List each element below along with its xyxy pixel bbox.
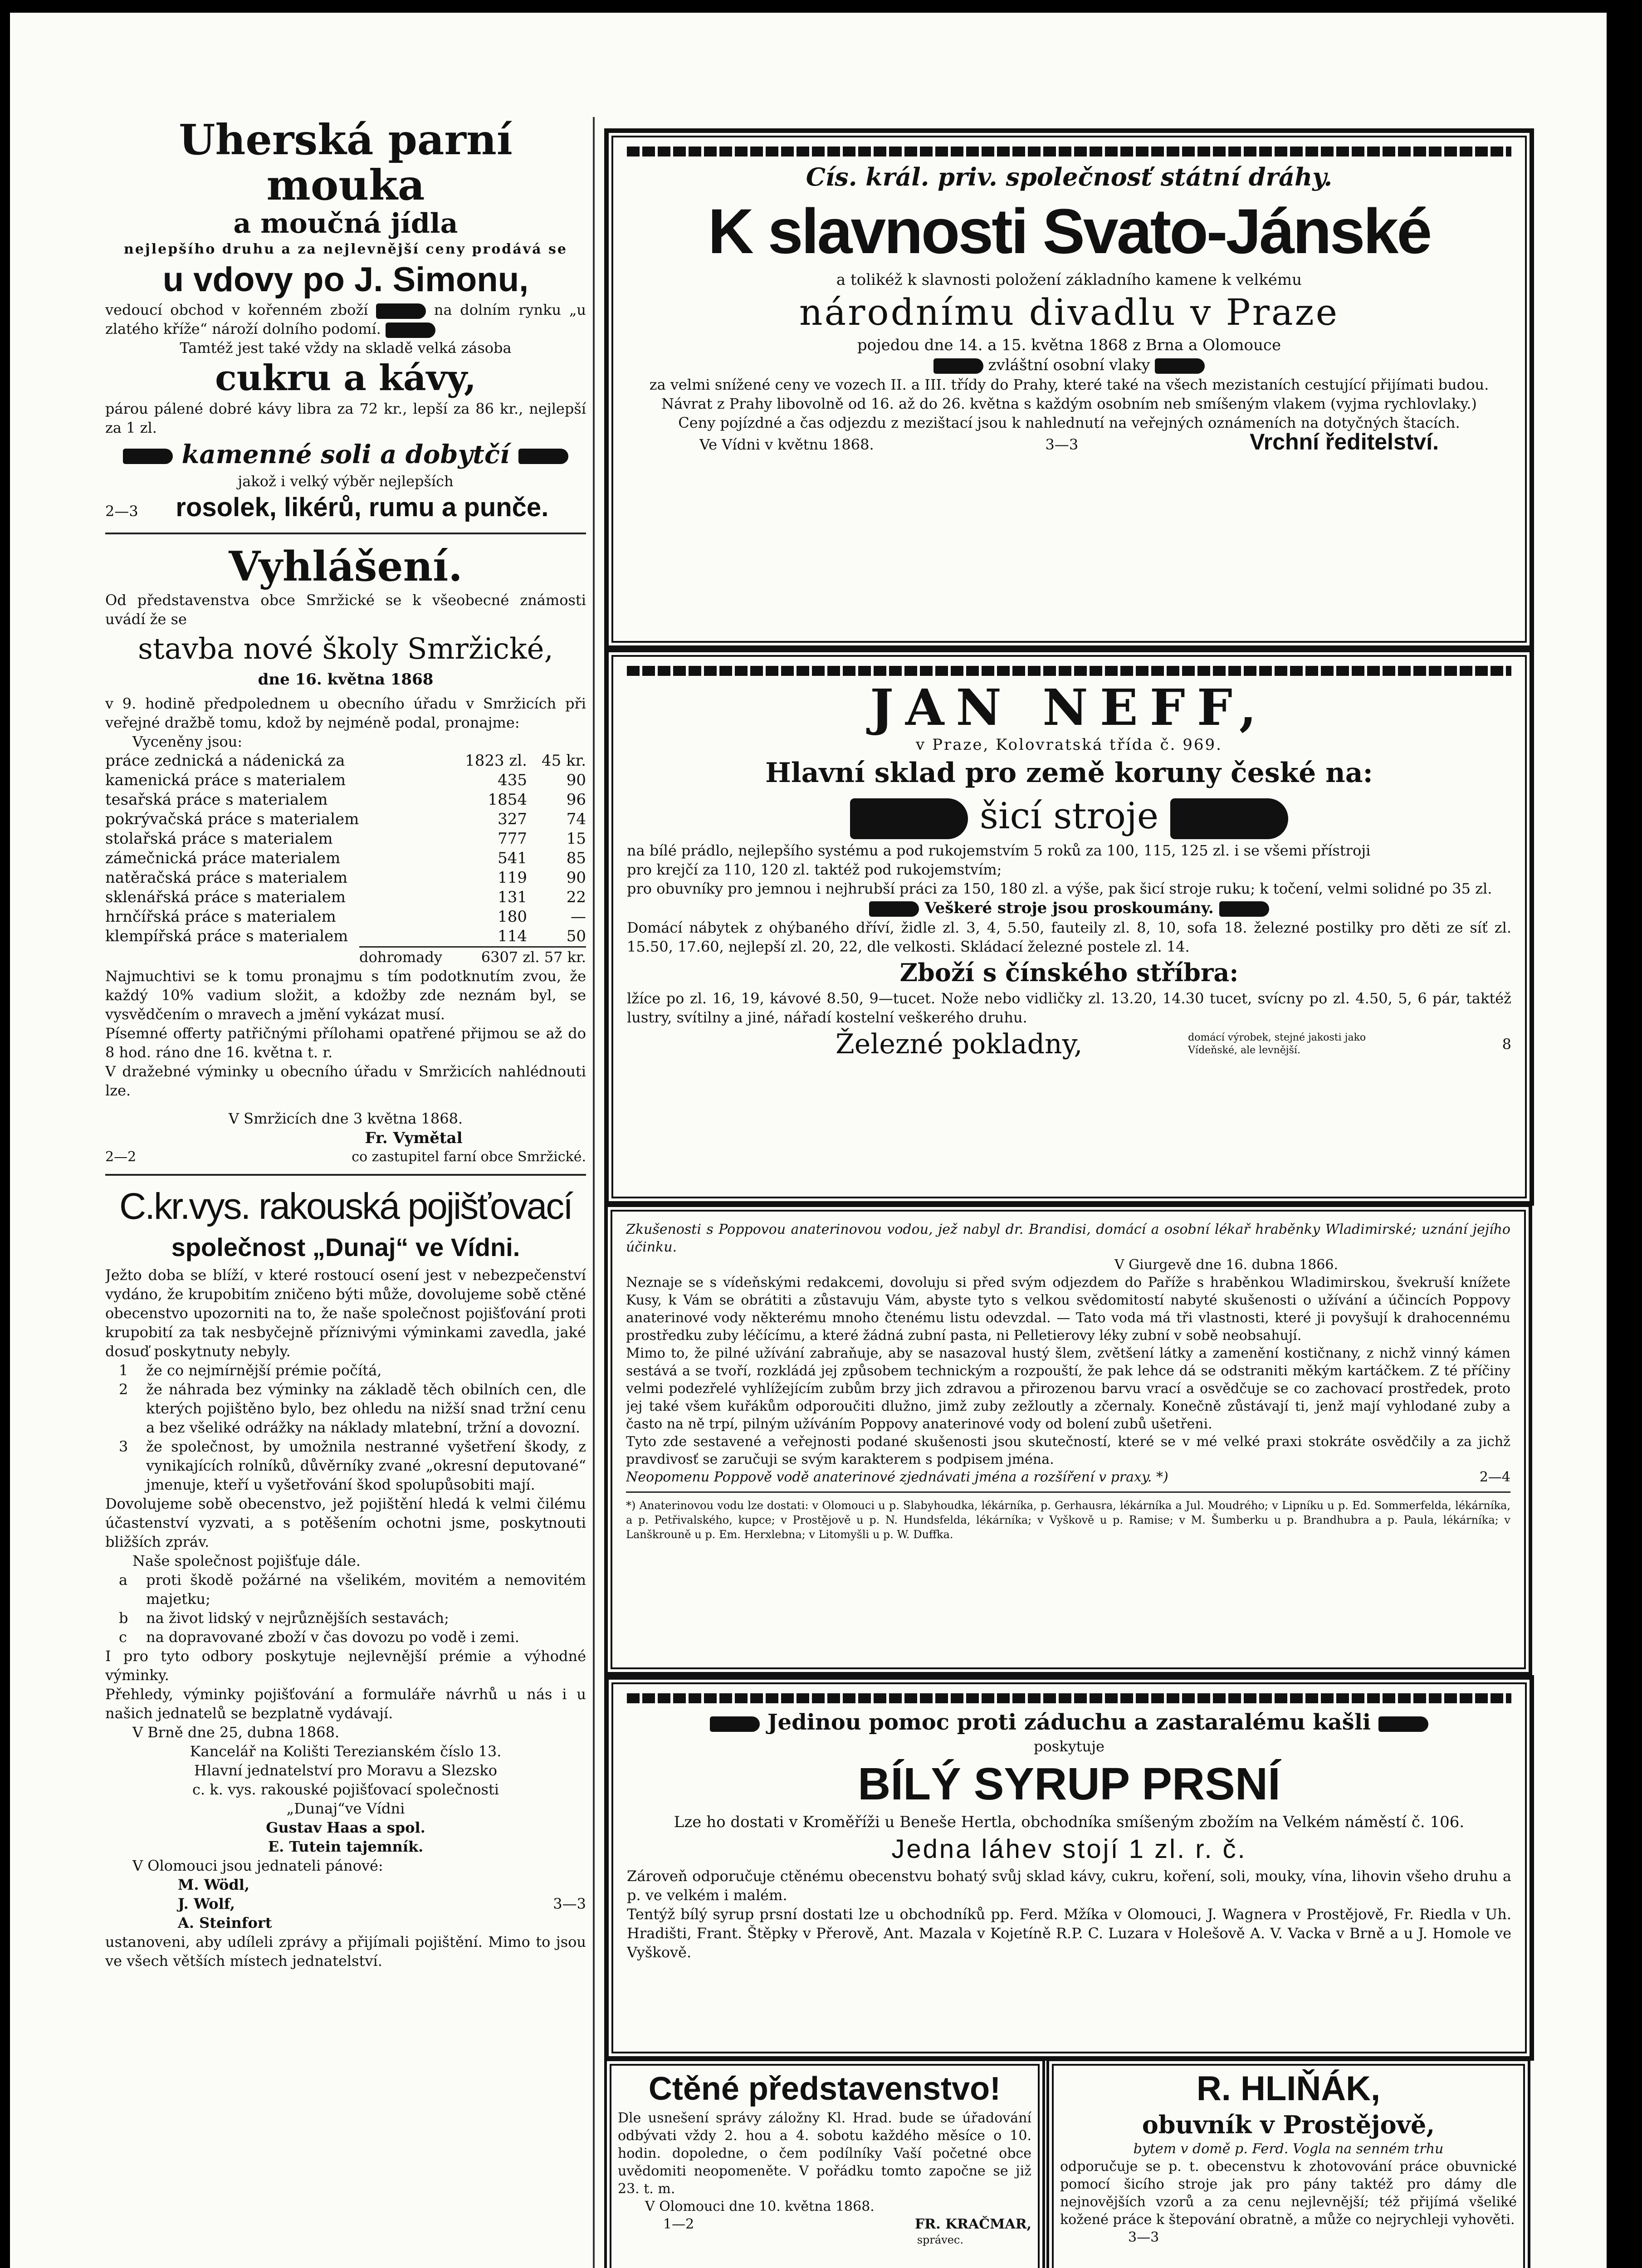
cost-table bbox=[105, 751, 586, 946]
flour-text4: jakož i velký výběr nejlepších bbox=[238, 473, 454, 490]
cost-item: klempířská práce s materialem bbox=[105, 927, 348, 945]
ctene-signer: FR. KRAČMAR, bbox=[914, 2216, 1031, 2232]
flour-advertisement bbox=[105, 117, 586, 524]
neff-line4: Veškeré stroje jsou proskoumány. bbox=[627, 898, 1511, 918]
cost-kr: 85 bbox=[566, 849, 586, 867]
popp-para2: Mimo to, že pilné užívání zabraňuje, aby se nasazoval hustý šlem, zvětšení látky a zamenění kostičnany, z nichž vinný kámen sestává a se tvoří, rozkládá jej způsobem technickým a rozpouští, že pak lehce dá se odstraniti měkým kartáčkem. Z té příčiny velmi podezřelé vyhlížejícím zubům brzy jich zdravou a přirozenou barvu vrací a osvědčuje se co zachovací prostředek, proto jej také všem kuřákům odporoučiti dlužno, jimž zuby zežloutly a zčernaly. Konečně zůstávají ti, jenž mají vyhlodané zuby a často na ně trpí, pilným užíváním Poppovy anaterinové vody od bolení zubů ušetřeni. bbox=[626, 1345, 1510, 1432]
hlinak-subtitle: obuvník v Prostějově, bbox=[1142, 2110, 1435, 2139]
popp-para3: Tyto zde sestavené a veřejnosti podané skušenosti jsou skutečností, které se v mé velké praxi stokráte osvědčily a za jichž pravdivosť se zaručuji se svým karakterem s podpisem jména. bbox=[626, 1434, 1510, 1467]
cost-kr: 22 bbox=[566, 888, 586, 906]
cost-zl: 541 bbox=[498, 849, 527, 867]
rail-line4: za velmi snížené ceny ve vozech II. a III. třídy do Prahy, které také na všech mezistaních cestující přijímati budou. bbox=[649, 376, 1489, 393]
total-label: dohromady bbox=[359, 948, 442, 966]
flour-liquors: rosolek, likérů, rumu a punče. bbox=[176, 493, 549, 522]
rail-line2: pojedou dne 14. a 15. května 1868 z Brna a Olomouce bbox=[857, 336, 1281, 354]
agent-name: M. Wödl, bbox=[178, 1876, 250, 1893]
notice-date: dne 16. května 1868 bbox=[258, 670, 434, 689]
insurance-para4: I pro tyto odbory poskytuje nejlevnější prémie a výhodné výminky. bbox=[105, 1647, 586, 1684]
railway-box bbox=[604, 128, 1534, 650]
column-rule bbox=[593, 117, 595, 2268]
flour-text2: Tamtéž jest také vždy na skladě velká zásoba bbox=[180, 339, 512, 357]
flour-title: Uherská parní mouka bbox=[179, 117, 513, 210]
list-text: že co nejmírnější prémie počítá, bbox=[146, 1362, 382, 1379]
ctene-role: správec. bbox=[917, 2234, 963, 2246]
cost-kr: 50 bbox=[566, 927, 586, 945]
cost-kr: 96 bbox=[566, 791, 586, 809]
ctene-text: Dle usnešení správy záložny Kl. Hrad. bude se úřadování odbývati vždy 2. hou a 4. sobotu každého měsíce o 10. hodin. dopoledne, o čem podílníky Vaší početné obce uvědomiti neopomeněte. V pořádku tomto započne se již 23. t. m. bbox=[618, 2110, 1031, 2197]
cost-item: kamenická práce s materialem bbox=[105, 771, 346, 789]
pointing-hand-icon bbox=[1155, 358, 1205, 374]
pointing-hand-icon bbox=[850, 798, 968, 839]
cost-item: práce zednická a nádenická za bbox=[105, 752, 345, 770]
flour-salt: kamenné soli a dobytčí bbox=[105, 437, 586, 472]
neff-address: v Praze, Kolovratská třída č. 969. bbox=[916, 736, 1222, 754]
syrup-price: Jedna láhev stojí 1 zl. r. č. bbox=[891, 1834, 1247, 1864]
flour-subtitle: a moučná jídla bbox=[233, 208, 458, 240]
list-marker: c bbox=[119, 1628, 127, 1646]
cost-item: stolařská práce s materialem bbox=[105, 830, 333, 848]
notice-signer-role: co zastupitel farní obce Smržické. bbox=[352, 1149, 586, 1165]
syrup-line2: Lze ho dostati v Kroměříži u Beneše Hertla, obchodníka smíšeným zbožím na Velkém náměstí č. 106. bbox=[674, 1813, 1465, 1831]
cost-row bbox=[105, 927, 586, 946]
notice-para3: V dražebné výminky u obecního úřadu v Smržicích nahlédnouti lze. bbox=[105, 1063, 586, 1099]
insurance-closing: ustanoveni, aby udíleli zprávy a přijímali pojištění. Mimo to jsou ve všech větších místech jednatelství. bbox=[105, 1933, 586, 1970]
pointing-hand-icon bbox=[376, 303, 426, 319]
insurance-subtitle: společnost „Dunaj“ ve Vídni. bbox=[171, 1233, 520, 1261]
neff-silver: Zboží s čínského stříbra: bbox=[899, 958, 1239, 987]
left-column bbox=[105, 117, 586, 2268]
flour-sugar: cukru a kávy, bbox=[215, 357, 476, 399]
neff-heading: Hlavní sklad pro země koruny české na: bbox=[765, 757, 1373, 789]
divider bbox=[105, 533, 586, 534]
neff-box bbox=[604, 648, 1534, 1206]
notice-text: v 9. hodině předpolednem u obecního úřadu v Smržicích při veřejné dražbě tomu, kdož by nejméně podal, pronajme: bbox=[105, 695, 586, 731]
syrup-line4: Tentýž bílý syrup prsní dostati lze u obchodníků pp. Ferd. Mžíka v Olomouci, J. Wagnera v Prostějově, Fr. Riedla v Uh. Hradišti, Frant. Štěpky v Přerově, Ant. Mazala v Kojetíně R.P. C. Luzara v Holešově A. V. Vacka v Brně a u J. Homole ve Vyškově. bbox=[627, 1906, 1511, 1961]
syrup-line1: Jedinou pomoc proti záduchu a zastaralému kašli bbox=[627, 1708, 1511, 1737]
cost-item: zámečnická práce materialem bbox=[105, 849, 341, 867]
insurance-number: 3—3 bbox=[553, 1895, 586, 1912]
cost-kr: 90 bbox=[566, 771, 586, 789]
list-item bbox=[105, 1437, 586, 1494]
rail-place: Ve Vídni v květnu 1868. bbox=[699, 436, 874, 453]
neff-line6: lžíce po zl. 16, 19, kávové 8.50, 9—tucet. Nože nebo vidličky zl. 13.20, 14.30 tucet, svícny po zl. 4.50, 5, 6 pár, taktéž lustry, svítilny a jiné, nářadí kostelní veškerého druhu. bbox=[627, 990, 1511, 1026]
list-text: že náhrada bez výminky na základě těch obilních cen, dle kterých pojištěno bylo, bez ohledu na nižší snad tržní cenu a bez všeliké odrážky na náklady mlatební, tržní a dovozní. bbox=[146, 1381, 586, 1436]
pointing-hand-icon bbox=[933, 358, 983, 374]
neff-line1: na bílé prádlo, nejlepšího systému a pod rukojemstvím 5 roků za 100, 115, 125 zl. i se všemi přístroji bbox=[627, 842, 1371, 859]
list-item bbox=[105, 1570, 586, 1608]
popp-box bbox=[604, 1203, 1532, 1676]
popp-para4: Neopomenu Poppově vodě anaterinové zjednávati jména a rozšíření v praxy. *) bbox=[626, 1469, 1168, 1485]
cost-zl: 327 bbox=[498, 810, 527, 828]
cost-row bbox=[105, 888, 586, 907]
insurance-agency1: Hlavní jednatelství pro Moravu a Slezsko bbox=[194, 1762, 497, 1779]
cost-zl: 1823 zl. bbox=[465, 752, 527, 770]
cost-row bbox=[105, 771, 586, 790]
neff-safes: Železné pokladny, bbox=[836, 1028, 1083, 1060]
agent-name: J. Wolf, bbox=[178, 1895, 235, 1912]
neff-name: JAN NEFF, bbox=[870, 678, 1269, 737]
cost-kr: 74 bbox=[566, 810, 586, 828]
insurance-subpoints bbox=[105, 1570, 586, 1647]
flour-text3: párou pálené dobré kávy libra za 72 kr., lepší za 86 kr., nejlepší za 1 zl. bbox=[105, 400, 586, 436]
list-text: proti škodě požárné na všelikém, movitém a nemovitém majetku; bbox=[146, 1571, 586, 1608]
neff-line5: Domácí nábytek z ohýbaného dříví, židle zl. 3, 4, 5.50, fauteily zl. 8, 10, sofa 18. železné postilky pro děti ze síť zl. 15.50, 17.60, nejlepší zl. 20, 22, dle velkosti. Skládací železné postele zl. 14. bbox=[627, 919, 1511, 955]
insurance-para3: Naše společnost pojišťuje dále. bbox=[132, 1552, 361, 1569]
insurance-agent1: Gustav Haas a spol. bbox=[266, 1819, 425, 1836]
notice-signer: Fr. Vymětal bbox=[365, 1129, 463, 1147]
list-marker: 2 bbox=[119, 1381, 128, 1398]
cost-item: hrnčířská práce s materialem bbox=[105, 908, 336, 926]
cost-item: pokrývačská práce s materialem bbox=[105, 810, 359, 828]
rail-theatre: národnímu divadlu v Praze bbox=[799, 291, 1339, 333]
list-text: na život lidský v nejrůznějších sestavách; bbox=[146, 1609, 449, 1627]
insurance-title: C.kr.vys. rakouská pojišťovací bbox=[119, 1186, 572, 1227]
cost-row bbox=[105, 907, 586, 927]
list-item bbox=[105, 1628, 586, 1647]
hlinak-line2: odporučuje se p. t. obecenstvu k zhotovování práce obuvnické pomocí šicího stroje jak pro pány taktéž pro dámy dle nejnovějších vzorů a za cenu nejlevnější; též přijímá všeliké kožené práce k štepování obratně, a může co nejrychleji vyhověti. bbox=[1060, 2159, 1517, 2228]
ornament-border bbox=[627, 666, 1511, 676]
newspaper-page bbox=[10, 13, 1607, 2268]
pointing-hand-icon bbox=[1170, 798, 1288, 839]
flour-number: 2—3 bbox=[105, 503, 138, 520]
notice-para2: Písemné offerty patřičnými přílohami opatřené přijmou se až do 8 hod. ráno dne 16. května t. r. bbox=[105, 1025, 586, 1061]
divider bbox=[105, 1174, 586, 1176]
rail-number: 3—3 bbox=[1045, 436, 1079, 453]
flour-line: nejlepšího druhu a za nejlevnější ceny prodává se bbox=[124, 241, 567, 257]
insurance-points bbox=[105, 1361, 586, 1494]
popp-para1: Neznaje se s vídeňskými redakcemi, dovoluju si před svým odjezdem do Paříže s hraběnkou Wladimirskou, švekruší knížete Kusy, k Vám se obrátiti a zůstavuju Vám, abyste tyto s velkou svědomitostí nabyté skušenosti o užívání a účincích Poppovy anaterinové vody některému mnoho čtenému listu odevzdal. — Tato voda má tři vlastnosti, které ji povyšují k drahocennému prostředku zuby léčícímu, a které žádná zubní pasta, ni Pelletierovy léky zubní v sobě neobsahují. bbox=[626, 1275, 1510, 1344]
cost-kr: — bbox=[571, 908, 586, 926]
insurance-para2: Dovolujeme sobě obecenstvo, jež pojištění hledá k velmi čilému účastenství vyzvati, a s potěšením ochotni jsme, poskytnouti bližších zpráv. bbox=[105, 1495, 586, 1550]
list-text: že společnost, by umožnila nestranné vyšetření škody, z vynikajících rolníků, důvěrníky zvané „okresní deputované“ jmenuje, kteří u vyšetřování škod spolupůsobiti mají. bbox=[146, 1438, 586, 1493]
hlinak-title: R. HLIŇÁK, bbox=[1196, 2069, 1381, 2108]
popp-place: V Giurgevě dne 16. dubna 1866. bbox=[1114, 1257, 1338, 1273]
insurance-intro: Ježto doba se blíží, v které rostoucí osení jest v nebezpečenství vydáno, že krupobitím zničeno býti může, dovolujeme sobě ctěné obecenstvo upozorniti na to, že naše společnost pojišťování proti krupobití za tak nesbyčejně příznivými výminkami zavedla, jaké dosuď poskytnuty nebyly. bbox=[105, 1266, 586, 1360]
cost-row bbox=[105, 829, 586, 849]
cost-row bbox=[105, 849, 586, 868]
popp-number: 2—4 bbox=[1479, 1469, 1510, 1485]
rail-title: K slavnosti Svato-Jánské bbox=[708, 196, 1431, 267]
pointing-hand-icon bbox=[518, 449, 568, 464]
insurance-olomouc: V Olomouci jsou jednateli pánové: bbox=[132, 1857, 383, 1874]
insurance-office: Kancelář na Kolišti Terezianském číslo 13. bbox=[190, 1743, 502, 1760]
cost-row bbox=[105, 810, 586, 829]
neff-line3: pro obuvníky pro jemnou i nejhrubší práci za 150, 180 zl. a výše, pak šicí stroje ruku; k točení, velmi solidné po 35 zl. bbox=[627, 880, 1492, 897]
notice-para1: Najmuchtivi se k tomu pronajmu s tím podotknutím zvou, že každý 10% vadium složit, a kdožby zde neznám byl, se vysvědčením o mravech a jmění vykázat musí. bbox=[105, 968, 586, 1023]
cost-zl: 180 bbox=[498, 908, 527, 926]
cost-item: sklenářská práce s materialem bbox=[105, 888, 346, 906]
insurance-place: V Brně dne 25, dubna 1868. bbox=[132, 1724, 340, 1741]
insurance-advertisement bbox=[105, 1184, 586, 1970]
ctene-number: 1—2 bbox=[663, 2216, 694, 2232]
flour-text1: vedoucí obchod v kořenném zboží na dolním rynku „u zlatého kříže“ nároží dolního podomí. bbox=[105, 301, 586, 337]
flour-shop: u vdovy po J. Simonu, bbox=[162, 260, 529, 299]
notice-intro: Od představenstva obce Smržické se k všeobecné známosti uvádí že se bbox=[105, 591, 586, 628]
neff-safes-note: domácí výrobek, stejné jakosti jako Vídeňské, ale levnější. bbox=[1188, 1032, 1366, 1056]
list-marker: b bbox=[119, 1609, 128, 1627]
neff-number: 8 bbox=[1502, 1036, 1511, 1053]
rail-company: Cís. král. priv. společnosť státní dráhy. bbox=[806, 162, 1333, 191]
pointing-hand-icon bbox=[1219, 901, 1269, 917]
syrup-line1b: poskytuje bbox=[1034, 1738, 1104, 1755]
agent-name: A. Steinfort bbox=[178, 1914, 272, 1931]
insurance-agency3: „Dunaj“ve Vídni bbox=[286, 1800, 405, 1817]
ctene-title: Ctěné představenstvo! bbox=[648, 2071, 1001, 2107]
syrup-name: BÍLÝ SYRUP PRSNÍ bbox=[858, 1759, 1280, 1809]
pointing-hand-icon bbox=[386, 323, 435, 338]
syrup-line3: Zároveň odporučuje ctěnému obecenstvu bohatý svůj sklad kávy, cukru, koření, soli, mouky, vína, lihovin všeho druhu a p. ve velkém i malém. bbox=[627, 1867, 1511, 1904]
notice-valued: Vyceněny jsou: bbox=[132, 733, 243, 750]
rail-line3: zvláštní osobní vlaky bbox=[627, 355, 1511, 375]
ornament-border bbox=[627, 1693, 1511, 1703]
cost-zl: 435 bbox=[498, 771, 527, 789]
cost-zl: 119 bbox=[498, 869, 527, 887]
cost-zl: 1854 bbox=[488, 791, 527, 809]
notice-heading: stavba nové školy Smržické, bbox=[138, 632, 553, 666]
list-item bbox=[105, 1380, 586, 1437]
cost-kr: 15 bbox=[566, 830, 586, 848]
cost-zl: 777 bbox=[498, 830, 527, 848]
pointing-hand-icon bbox=[123, 449, 173, 464]
rail-line1: a tolikéž k slavnosti položení základního kamene k velkému bbox=[836, 271, 1302, 289]
popp-intro: Zkušenosti s Poppovou anaterinovou vodou, jež nabyl dr. Brandisi, domácí a osobní lékař hraběnky Wladimirské; uznání jejího účinku. bbox=[626, 1222, 1510, 1255]
notice-number: 2—2 bbox=[105, 1149, 137, 1165]
rail-line6: Ceny pojízdné a čas odjezdu z mezištací jsou k nahlednutí na veřejných oznámeních na dotyčných štacích. bbox=[678, 414, 1460, 431]
list-item bbox=[105, 1608, 586, 1628]
pointing-hand-icon bbox=[710, 1716, 760, 1732]
cost-zl: 114 bbox=[498, 927, 527, 945]
hlinak-box bbox=[1046, 2058, 1530, 2268]
cost-row bbox=[105, 751, 586, 771]
notice-place: V Smržicích dne 3 května 1868. bbox=[228, 1110, 463, 1127]
insurance-agent-names bbox=[178, 1875, 272, 1932]
cost-kr: 90 bbox=[566, 869, 586, 887]
cost-row bbox=[105, 868, 586, 888]
school-auction-notice bbox=[105, 543, 586, 1166]
hlinak-number: 3—3 bbox=[1128, 2229, 1159, 2245]
cost-kr: 45 kr. bbox=[542, 752, 586, 770]
cost-item: tesařská práce s materialem bbox=[105, 791, 328, 809]
popp-footnote: *) Anaterinovou vodu lze dostati: v Olomouci u p. Slabyhoudka, lékárníka, p. Gerhausra, lékárníka a Jul. Moudrého; v Lipníku u p. Ed. Sommerfelda, lékárníka, a p. Petřivalského, kupce; v Prostějově u p. N. Hundsfelda, lékárníka; v Vyškově u p. Ramise; v M. Šumberku u p. Brandhubra a p. Paula, lékárníka; v Lanškrouně u p. Em. Herxlebna; v Litomyšli u p. W. Duffka. bbox=[626, 1499, 1510, 1541]
neff-line2: pro krejčí za 110, 120 zl. taktéž pod rukojemstvím; bbox=[627, 861, 1002, 878]
total-value: 6307 zl. 57 kr. bbox=[481, 948, 586, 966]
list-marker: a bbox=[119, 1571, 128, 1589]
ctene-box bbox=[604, 2058, 1045, 2268]
ornament-border bbox=[627, 147, 1511, 156]
insurance-agent2: E. Tutein tajemník. bbox=[268, 1838, 424, 1855]
cost-zl: 131 bbox=[498, 888, 527, 906]
list-item bbox=[105, 1361, 586, 1380]
hlinak-line1: bytem v domě p. Ferd. Vogla na senném trhu bbox=[1133, 2141, 1444, 2157]
list-text: na dopravované zboží v čas dovozu po vodě i zemi. bbox=[146, 1628, 519, 1646]
pointing-hand-icon bbox=[869, 901, 919, 917]
insurance-para5: Přehledy, výminky pojišťování a formuláře návrhů u nás i u našich jednatelů se bezplatně vydávají. bbox=[105, 1686, 586, 1722]
cost-row bbox=[105, 790, 586, 810]
insurance-agency2: c. k. vys. rakouské pojišťovací společnosti bbox=[192, 1781, 499, 1798]
notice-title: Vyhlášení. bbox=[229, 543, 463, 591]
list-marker: 3 bbox=[119, 1438, 128, 1455]
syrup-box bbox=[604, 1675, 1534, 2061]
neff-product: šicí stroje bbox=[627, 791, 1511, 841]
pointing-hand-icon bbox=[1378, 1716, 1428, 1732]
rail-line5: Návrat z Prahy libovolně od 16. až do 26. května s každým osobním neb smíšeným vlakem (vyjma rychlovlaky.) bbox=[661, 395, 1477, 412]
list-marker: 1 bbox=[119, 1362, 128, 1379]
cost-item: natěračská práce s materialem bbox=[105, 869, 348, 887]
ctene-place: V Olomouci dne 10. května 1868. bbox=[645, 2199, 875, 2214]
rail-signature: Vrchní ředitelství. bbox=[1250, 429, 1439, 454]
